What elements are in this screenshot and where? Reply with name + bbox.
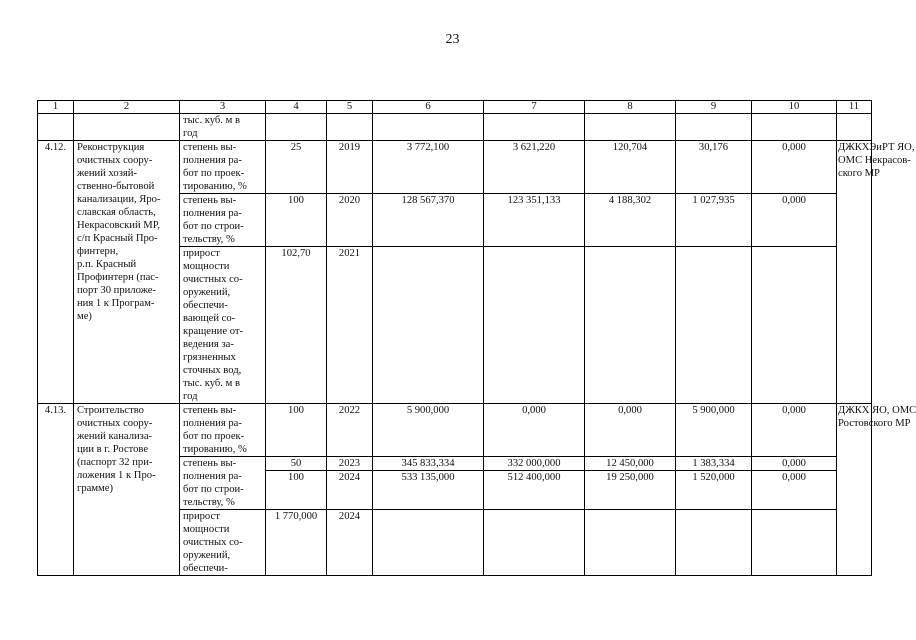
indicator-cell: прирост мощности очистных со- оружений, обеспечи- <box>180 510 266 576</box>
indicator-cell: прирост мощности очистных со- оружений, обеспечи- вающей со- кращение от- ведения за- грязненных сточных вод, тыс. куб. м в год <box>180 247 266 404</box>
year: 2019 <box>327 141 373 194</box>
funding-col10: 0,000 <box>752 194 837 247</box>
year: 2022 <box>327 404 373 457</box>
indicator-value: 1 770,000 <box>266 510 327 576</box>
program-table <box>37 100 916 576</box>
table-row <box>38 141 872 194</box>
funding-col10: 0,000 0,000 <box>752 457 837 510</box>
year: 2023 2024 <box>327 457 373 510</box>
table-row <box>38 404 872 457</box>
funding-col7: 0,000 <box>484 404 585 457</box>
funding-col7: 3 621,220 <box>484 141 585 194</box>
object-name: Реконструкция очистных соору- жений хозяй- ственно-бытовой канализации, Яро- славская область, Некрасовский МР, с/п Красный Про- финтерн, р.п. Красный Профинтерн (пас- порт 30 приложе- ния 1 к Програм- ме) <box>74 141 180 404</box>
indicator-cell: степень вы- полнения ра- бот по проек- тированию, % <box>180 404 266 457</box>
funding-col8: 0,000 <box>585 404 676 457</box>
funding-col8: 120,704 <box>585 141 676 194</box>
header-cell: 5 <box>327 101 373 114</box>
funding-col9: 1 383,334 1 520,000 <box>676 457 752 510</box>
header-cell: 3 <box>180 101 266 114</box>
funding-col10: 0,000 <box>752 141 837 194</box>
page-number: 23 <box>445 32 460 47</box>
indicator-cell: степень вы- полнения ра- бот по строи- тельству, % <box>180 457 266 510</box>
row-number: 4.13. <box>38 404 74 576</box>
indicator-cell: тыс. куб. м в год <box>180 114 266 141</box>
continuation-row <box>38 114 872 141</box>
funding-total: 345 833,334 533 135,000 <box>373 457 484 510</box>
indicator-value: 100 <box>266 194 327 247</box>
header-cell: 8 <box>585 101 676 114</box>
indicator-value: 50 100 <box>266 457 327 510</box>
row-number: 4.12. <box>38 141 74 404</box>
header-cell: 4 <box>266 101 327 114</box>
object-name: Строительство очистных соору- жений канализа- ции в г. Ростове (паспорт 32 при- ложения 1 к Про- грамме) <box>74 404 180 576</box>
year: 2021 <box>327 247 373 404</box>
header-cell: 10 <box>752 101 837 114</box>
indicator-cell: степень вы- полнения ра- бот по проек- тированию, % <box>180 141 266 194</box>
funding-col9: 30,176 <box>676 141 752 194</box>
funding-col8: 12 450,000 19 250,000 <box>585 457 676 510</box>
header-cell: 1 <box>38 101 74 114</box>
executor: ДЖКХЭиРТ ЯО, ОМС Некрасов- ского МР <box>837 141 872 404</box>
indicator-value: 102,70 <box>266 247 327 404</box>
header-cell: 11 <box>837 101 872 114</box>
header-cell: 7 <box>484 101 585 114</box>
funding-col7: 332 000,000 512 400,000 <box>484 457 585 510</box>
funding-total: 128 567,370 <box>373 194 484 247</box>
header-row <box>38 101 872 114</box>
funding-total: 5 900,000 <box>373 404 484 457</box>
funding-col8: 4 188,302 <box>585 194 676 247</box>
year: 2020 <box>327 194 373 247</box>
indicator-value: 100 <box>266 404 327 457</box>
funding-col9: 1 027,935 <box>676 194 752 247</box>
indicator-value: 25 <box>266 141 327 194</box>
header-cell: 2 <box>74 101 180 114</box>
header-cell: 9 <box>676 101 752 114</box>
funding-col10: 0,000 <box>752 404 837 457</box>
funding-col7: 123 351,133 <box>484 194 585 247</box>
header-cell: 6 <box>373 101 484 114</box>
funding-total: 3 772,100 <box>373 141 484 194</box>
funding-col9: 5 900,000 <box>676 404 752 457</box>
indicator-cell: степень вы- полнения ра- бот по строи- тельству, % <box>180 194 266 247</box>
executor: ДЖКХ ЯО, ОМС Ростовского МР <box>837 404 872 576</box>
year: 2024 <box>327 510 373 576</box>
